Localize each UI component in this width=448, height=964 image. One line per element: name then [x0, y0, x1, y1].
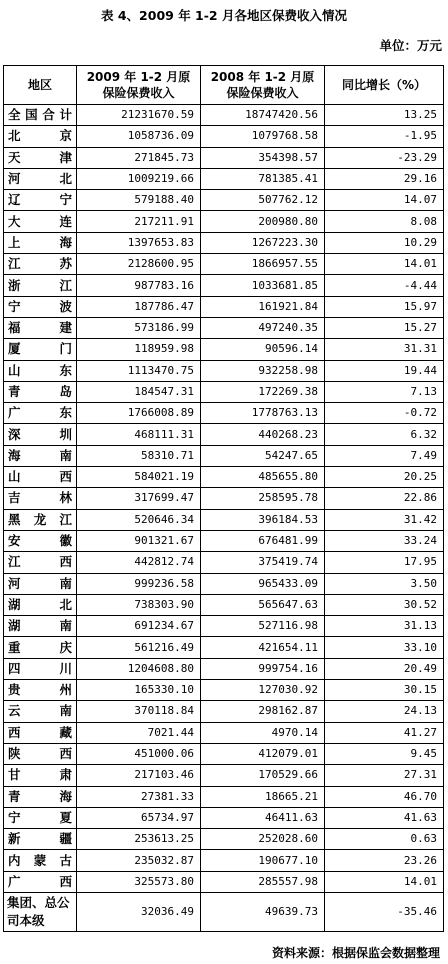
region-cell: 湖北 — [4, 594, 77, 615]
value-2008-cell: 18747420.56 — [201, 105, 325, 126]
table-row-last — [4, 892, 444, 931]
region-cell: 宁夏 — [4, 807, 77, 828]
region-cell: 北京 — [4, 126, 77, 147]
region-cell: 大连 — [4, 211, 77, 232]
table-row — [4, 147, 444, 168]
growth-cell: -35.46 — [325, 892, 444, 931]
growth-cell: 46.70 — [325, 786, 444, 807]
table-title: 表 4、2009 年 1-2 月各地区保费收入情况 — [101, 8, 347, 23]
value-2009-cell: 520646.34 — [77, 509, 201, 530]
region-cell: 集团、总公司本级 — [4, 892, 77, 931]
region-cell: 广东 — [4, 403, 77, 424]
value-2008-cell: 932258.98 — [201, 360, 325, 381]
table-row — [4, 786, 444, 807]
header-region: 地区 — [4, 66, 77, 105]
value-2008-cell: 252028.60 — [201, 829, 325, 850]
value-2008-cell: 507762.12 — [201, 190, 325, 211]
value-2008-cell: 200980.80 — [201, 211, 325, 232]
value-2009-cell: 451000.06 — [77, 743, 201, 764]
region-cell: 山东 — [4, 360, 77, 381]
region-cell: 上海 — [4, 232, 77, 253]
table-row — [4, 339, 444, 360]
table-row — [4, 126, 444, 147]
value-2009-cell: 468111.31 — [77, 424, 201, 445]
value-2008-cell: 999754.16 — [201, 658, 325, 679]
growth-cell: 19.44 — [325, 360, 444, 381]
value-2009-cell: 58310.71 — [77, 445, 201, 466]
premium-income-table — [3, 65, 444, 932]
value-2009-cell: 1113470.75 — [77, 360, 201, 381]
growth-cell: 0.63 — [325, 829, 444, 850]
region-cell: 内蒙古 — [4, 850, 77, 871]
region-cell: 江苏 — [4, 254, 77, 275]
table-row — [4, 850, 444, 871]
value-2008-cell: 1267223.30 — [201, 232, 325, 253]
table-row — [4, 530, 444, 551]
growth-cell: 22.86 — [325, 488, 444, 509]
header-2009: 2009 年 1-2 月原保险保费收入 — [77, 66, 201, 105]
region-cell: 青岛 — [4, 381, 77, 402]
header-row — [4, 66, 444, 105]
region-cell: 贵州 — [4, 680, 77, 701]
value-2008-cell: 285557.98 — [201, 871, 325, 892]
region-cell: 海南 — [4, 445, 77, 466]
table-row — [4, 445, 444, 466]
growth-cell: 30.15 — [325, 680, 444, 701]
value-2008-cell: 497240.35 — [201, 317, 325, 338]
table-row — [4, 509, 444, 530]
growth-cell: -1.95 — [325, 126, 444, 147]
growth-cell: 7.49 — [325, 445, 444, 466]
value-2009-cell: 317699.47 — [77, 488, 201, 509]
table-row — [4, 552, 444, 573]
value-2008-cell: 965433.09 — [201, 573, 325, 594]
value-2009-cell: 32036.49 — [77, 892, 201, 931]
region-cell: 云南 — [4, 701, 77, 722]
growth-cell: 33.24 — [325, 530, 444, 551]
growth-cell: 41.63 — [325, 807, 444, 828]
table-row — [4, 296, 444, 317]
growth-cell: 13.25 — [325, 105, 444, 126]
table-row — [4, 317, 444, 338]
value-2009-cell: 1397653.83 — [77, 232, 201, 253]
region-cell: 河南 — [4, 573, 77, 594]
value-2009-cell: 987783.16 — [77, 275, 201, 296]
value-2009-cell: 370118.84 — [77, 701, 201, 722]
value-2008-cell: 527116.98 — [201, 616, 325, 637]
value-2008-cell: 781385.41 — [201, 168, 325, 189]
region-cell: 福建 — [4, 317, 77, 338]
growth-cell: 14.01 — [325, 254, 444, 275]
value-2009-cell: 7021.44 — [77, 722, 201, 743]
value-2009-cell: 271845.73 — [77, 147, 201, 168]
table-row — [4, 360, 444, 381]
growth-cell: 31.42 — [325, 509, 444, 530]
region-cell: 重庆 — [4, 637, 77, 658]
growth-cell: 23.26 — [325, 850, 444, 871]
value-2008-cell: 298162.87 — [201, 701, 325, 722]
value-2009-cell: 1058736.09 — [77, 126, 201, 147]
growth-cell: -23.29 — [325, 147, 444, 168]
growth-cell: -4.44 — [325, 275, 444, 296]
growth-cell: 9.45 — [325, 743, 444, 764]
value-2009-cell: 1766008.89 — [77, 403, 201, 424]
value-2008-cell: 18665.21 — [201, 786, 325, 807]
value-2008-cell: 90596.14 — [201, 339, 325, 360]
value-2008-cell: 54247.65 — [201, 445, 325, 466]
value-2009-cell: 561216.49 — [77, 637, 201, 658]
growth-cell: 27.31 — [325, 765, 444, 786]
value-2009-cell: 738303.90 — [77, 594, 201, 615]
growth-cell: 15.27 — [325, 317, 444, 338]
header-2008: 2008 年 1-2 月原保险保费收入 — [201, 66, 325, 105]
value-2009-cell: 65734.97 — [77, 807, 201, 828]
table-row — [4, 467, 444, 488]
value-2008-cell: 354398.57 — [201, 147, 325, 168]
value-2008-cell: 396184.53 — [201, 509, 325, 530]
value-2009-cell: 184547.31 — [77, 381, 201, 402]
table-row — [4, 254, 444, 275]
region-cell: 河北 — [4, 168, 77, 189]
value-2008-cell: 161921.84 — [201, 296, 325, 317]
source-note: 资料来源：根据保监会数据整理 — [271, 946, 440, 960]
table-row — [4, 381, 444, 402]
growth-cell: 14.01 — [325, 871, 444, 892]
region-cell: 新疆 — [4, 829, 77, 850]
value-2009-cell: 1009219.66 — [77, 168, 201, 189]
growth-cell: 24.13 — [325, 701, 444, 722]
table-row — [4, 275, 444, 296]
region-cell: 黑龙江 — [4, 509, 77, 530]
value-2008-cell: 1033681.85 — [201, 275, 325, 296]
growth-cell: 33.10 — [325, 637, 444, 658]
value-2008-cell: 190677.10 — [201, 850, 325, 871]
table-row — [4, 573, 444, 594]
region-cell: 深圳 — [4, 424, 77, 445]
value-2008-cell: 1778763.13 — [201, 403, 325, 424]
table-row — [4, 701, 444, 722]
region-cell: 湖南 — [4, 616, 77, 637]
table-row — [4, 211, 444, 232]
region-cell: 山西 — [4, 467, 77, 488]
value-2009-cell: 21231670.59 — [77, 105, 201, 126]
value-2009-cell: 1204608.80 — [77, 658, 201, 679]
table-row — [4, 871, 444, 892]
growth-cell: 41.27 — [325, 722, 444, 743]
table-row — [4, 829, 444, 850]
region-cell: 广西 — [4, 871, 77, 892]
table-row — [4, 488, 444, 509]
value-2009-cell: 901321.67 — [77, 530, 201, 551]
value-2009-cell: 165330.10 — [77, 680, 201, 701]
table-row — [4, 616, 444, 637]
value-2009-cell: 118959.98 — [77, 339, 201, 360]
value-2008-cell: 375419.74 — [201, 552, 325, 573]
growth-cell: 14.07 — [325, 190, 444, 211]
table-row — [4, 424, 444, 445]
table-row — [4, 680, 444, 701]
value-2008-cell: 412079.01 — [201, 743, 325, 764]
region-cell: 厦门 — [4, 339, 77, 360]
value-2009-cell: 325573.80 — [77, 871, 201, 892]
value-2008-cell: 46411.63 — [201, 807, 325, 828]
table-row — [4, 190, 444, 211]
region-cell: 辽宁 — [4, 190, 77, 211]
region-cell: 青海 — [4, 786, 77, 807]
value-2009-cell: 691234.67 — [77, 616, 201, 637]
value-2008-cell: 172269.38 — [201, 381, 325, 402]
growth-cell: 20.25 — [325, 467, 444, 488]
region-cell: 西藏 — [4, 722, 77, 743]
table-row — [4, 722, 444, 743]
table-row — [4, 765, 444, 786]
value-2009-cell: 442812.74 — [77, 552, 201, 573]
value-2009-cell: 584021.19 — [77, 467, 201, 488]
table-row — [4, 168, 444, 189]
table-row — [4, 637, 444, 658]
growth-cell: 20.49 — [325, 658, 444, 679]
growth-cell: 7.13 — [325, 381, 444, 402]
table-row — [4, 807, 444, 828]
value-2009-cell: 579188.40 — [77, 190, 201, 211]
table-row — [4, 105, 444, 126]
value-2008-cell: 4970.14 — [201, 722, 325, 743]
value-2008-cell: 127030.92 — [201, 680, 325, 701]
growth-cell: -0.72 — [325, 403, 444, 424]
value-2008-cell: 1866957.55 — [201, 254, 325, 275]
region-cell: 天津 — [4, 147, 77, 168]
table-row — [4, 403, 444, 424]
value-2009-cell: 2128600.95 — [77, 254, 201, 275]
growth-cell: 3.50 — [325, 573, 444, 594]
value-2008-cell: 170529.66 — [201, 765, 325, 786]
growth-cell: 15.97 — [325, 296, 444, 317]
region-cell: 四川 — [4, 658, 77, 679]
table-row — [4, 594, 444, 615]
value-2009-cell: 217103.46 — [77, 765, 201, 786]
region-cell: 浙江 — [4, 275, 77, 296]
table-row — [4, 658, 444, 679]
value-2009-cell: 187786.47 — [77, 296, 201, 317]
region-cell: 宁波 — [4, 296, 77, 317]
growth-cell: 10.29 — [325, 232, 444, 253]
growth-cell: 31.13 — [325, 616, 444, 637]
value-2008-cell: 49639.73 — [201, 892, 325, 931]
region-cell: 全国合计 — [4, 105, 77, 126]
value-2009-cell: 217211.91 — [77, 211, 201, 232]
region-cell: 吉林 — [4, 488, 77, 509]
region-cell: 安徽 — [4, 530, 77, 551]
table-row — [4, 232, 444, 253]
growth-cell: 31.31 — [325, 339, 444, 360]
growth-cell: 8.08 — [325, 211, 444, 232]
growth-cell: 17.95 — [325, 552, 444, 573]
value-2008-cell: 485655.80 — [201, 467, 325, 488]
growth-cell: 30.52 — [325, 594, 444, 615]
value-2008-cell: 676481.99 — [201, 530, 325, 551]
value-2008-cell: 565647.63 — [201, 594, 325, 615]
value-2009-cell: 27381.33 — [77, 786, 201, 807]
value-2009-cell: 253613.25 — [77, 829, 201, 850]
table-row — [4, 743, 444, 764]
growth-cell: 6.32 — [325, 424, 444, 445]
region-cell: 陕西 — [4, 743, 77, 764]
value-2008-cell: 440268.23 — [201, 424, 325, 445]
growth-cell: 29.16 — [325, 168, 444, 189]
region-cell: 甘肃 — [4, 765, 77, 786]
header-growth: 同比增长（%） — [325, 66, 444, 105]
value-2009-cell: 235032.87 — [77, 850, 201, 871]
value-2009-cell: 573186.99 — [77, 317, 201, 338]
value-2008-cell: 258595.78 — [201, 488, 325, 509]
region-cell: 江西 — [4, 552, 77, 573]
value-2008-cell: 1079768.58 — [201, 126, 325, 147]
value-2008-cell: 421654.11 — [201, 637, 325, 658]
value-2009-cell: 999236.58 — [77, 573, 201, 594]
unit-label: 单位：万元 — [379, 38, 442, 53]
